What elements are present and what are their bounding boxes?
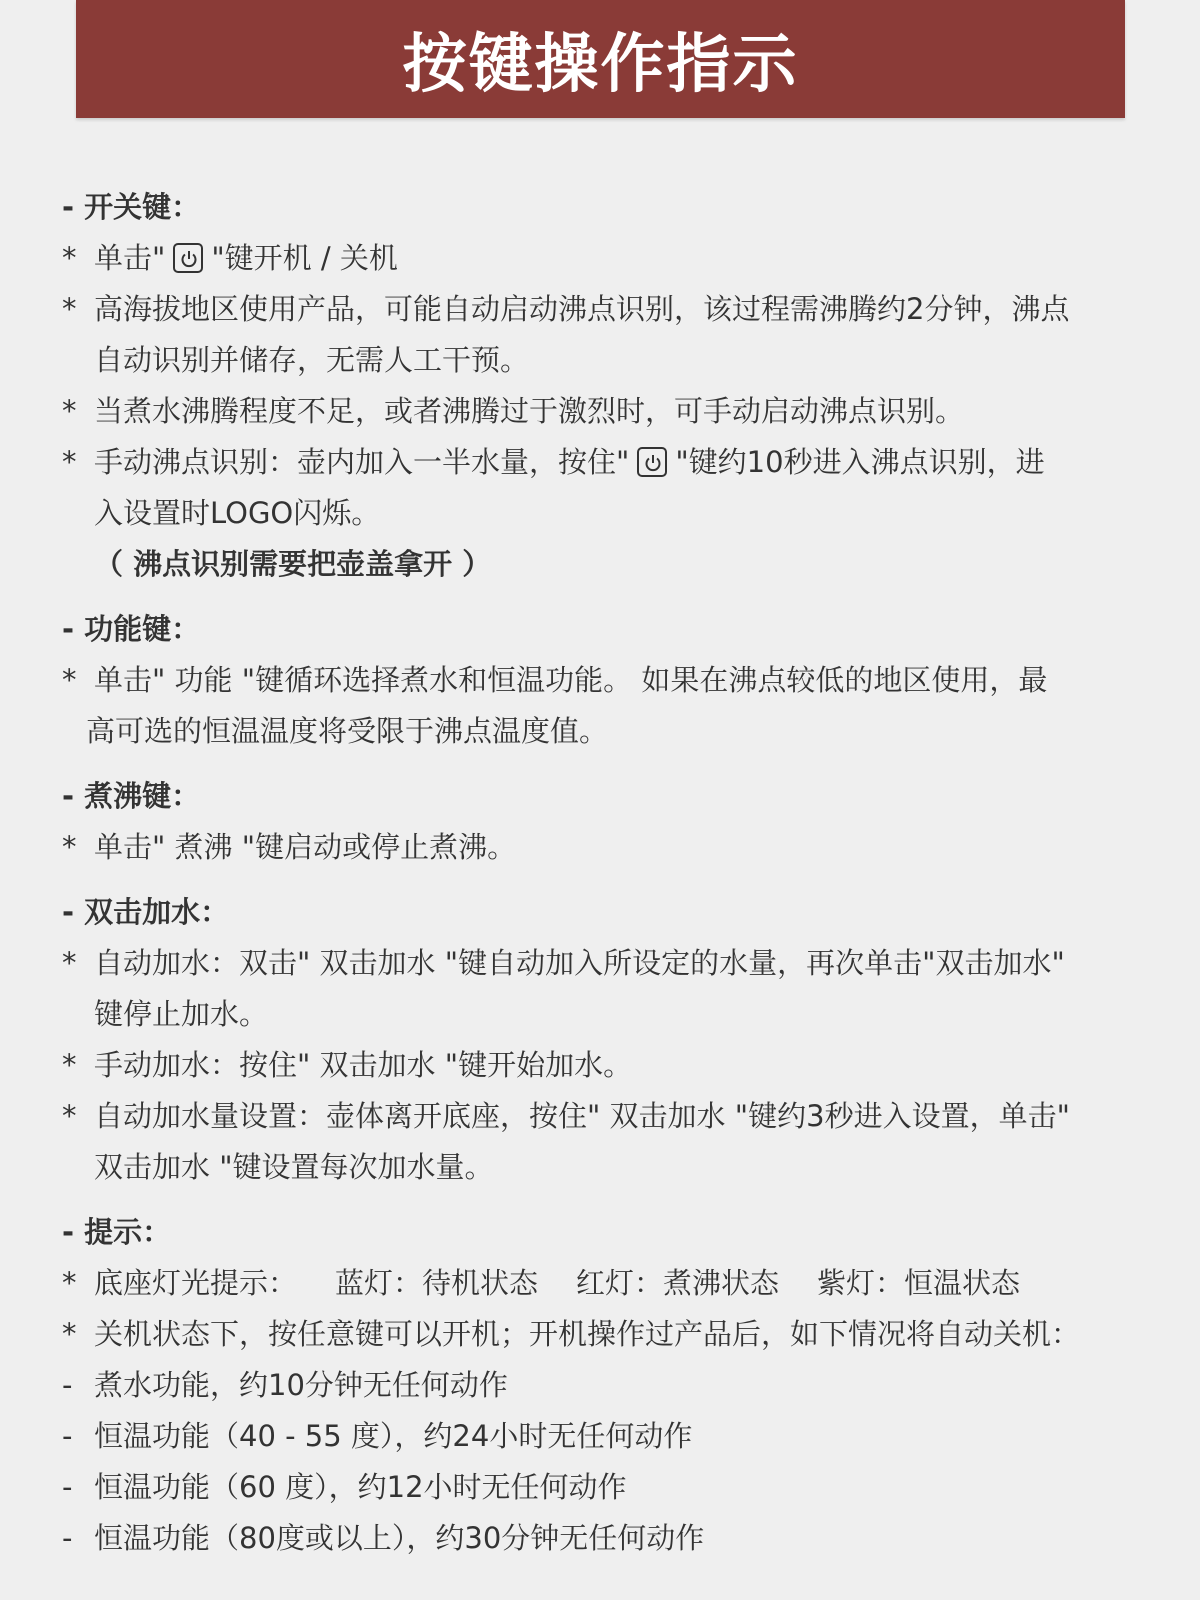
item-text: 自动识别并储存，无需人工干预。 (94, 343, 530, 377)
note: （ 沸点识别需要把壶盖拿开 ） (94, 547, 492, 581)
section-heading: - 开关键： (62, 190, 201, 224)
dash: - (62, 1419, 73, 1453)
bullet: * (62, 663, 77, 697)
section-boil-key (62, 771, 1142, 873)
instructions (62, 182, 1142, 1578)
list-item (62, 1462, 1142, 1513)
item-text: 高可选的恒温温度将受限于沸点温度值。 (86, 714, 609, 748)
item-text: 键停止加水。 (94, 997, 269, 1031)
lamp-purple: 紫灯：恒温状态 (817, 1266, 1021, 1300)
item-text: "键约10秒进入沸点识别，进 (675, 445, 1045, 479)
section-heading: - 双击加水： (62, 895, 230, 929)
item-text: 单击" 功能 "键循环选择煮水和恒温功能。 如果在沸点较低的地区使用，最 (94, 663, 1048, 697)
bullet: * (62, 1099, 77, 1133)
bullet: * (62, 445, 77, 479)
item-text: 自动加水量设置：壶体离开底座，按住" 双击加水 "键约3秒进入设置，单击" (94, 1099, 1070, 1133)
section-function-key (62, 604, 1142, 757)
item-text: 当煮水沸腾程度不足，或者沸腾过于激烈时，可手动启动沸点识别。 (94, 394, 965, 428)
item-text: 恒温功能（40 - 55 度），约24小时无任何动作 (94, 1419, 693, 1453)
item-text: 入设置时LOGO闪烁。 (94, 496, 381, 530)
item-text: 关机状态下，按任意键可以开机；开机操作过产品后，如下情况将自动关机： (94, 1317, 1081, 1351)
bullet: * (62, 946, 77, 980)
power-icon (637, 447, 667, 477)
bullet: * (62, 830, 77, 864)
list-item (62, 1360, 1142, 1411)
item-text: 煮水功能，约10分钟无任何动作 (94, 1368, 508, 1402)
list-item (62, 1091, 1142, 1193)
list-item (62, 1040, 1142, 1091)
list-item (62, 822, 1142, 873)
list-item (62, 655, 1142, 757)
item-text: 恒温功能（80度或以上），约30分钟无任何动作 (94, 1521, 705, 1555)
list-item (62, 284, 1142, 386)
dash: - (62, 1368, 73, 1402)
list-item (62, 1258, 1142, 1309)
item-text: 高海拔地区使用产品，可能自动启动沸点识别，该过程需沸腾约2分钟，沸点 (94, 292, 1070, 326)
list-item (62, 1309, 1142, 1360)
section-heading: - 功能键： (62, 612, 201, 646)
section-power-key (62, 182, 1142, 590)
bullet: * (62, 241, 77, 275)
lamp-label: 底座灯光提示： (94, 1266, 298, 1300)
list-item (62, 386, 1142, 437)
item-text: 单击" 煮沸 "键启动或停止煮沸。 (94, 830, 517, 864)
list-item (62, 437, 1142, 539)
section-tips (62, 1207, 1142, 1564)
section-heading: - 提示： (62, 1215, 172, 1249)
bullet: * (62, 1266, 77, 1300)
bullet: * (62, 394, 77, 428)
power-icon (173, 243, 203, 273)
bullet: * (62, 1048, 77, 1082)
dash: - (62, 1521, 73, 1555)
list-item (62, 1411, 1142, 1462)
lamp-red: 红灯：煮沸状态 (576, 1266, 780, 1300)
list-item (62, 233, 1142, 284)
list-item (62, 1513, 1142, 1564)
page-title: 按键操作指示 (402, 28, 799, 102)
item-text: 单击" (94, 241, 166, 275)
dash: - (62, 1470, 73, 1504)
bullet: * (62, 1317, 77, 1351)
item-text: 手动沸点识别：壶内加入一半水量，按住" (94, 445, 630, 479)
item-text: 双击加水 "键设置每次加水量。 (94, 1150, 494, 1184)
list-item (62, 938, 1142, 1040)
title-banner (76, 0, 1125, 118)
lamp-blue: 蓝灯：待机状态 (335, 1266, 539, 1300)
section-heading: - 煮沸键： (62, 779, 201, 813)
item-text: 恒温功能（60 度），约12小时无任何动作 (94, 1470, 627, 1504)
item-text: 自动加水：双击" 双击加水 "键自动加入所设定的水量，再次单击"双击加水" (94, 946, 1065, 980)
bullet: * (62, 292, 77, 326)
item-text: 手动加水：按住" 双击加水 "键开始加水。 (94, 1048, 633, 1082)
section-double-click (62, 887, 1142, 1193)
item-text: "键开机 / 关机 (211, 241, 398, 275)
